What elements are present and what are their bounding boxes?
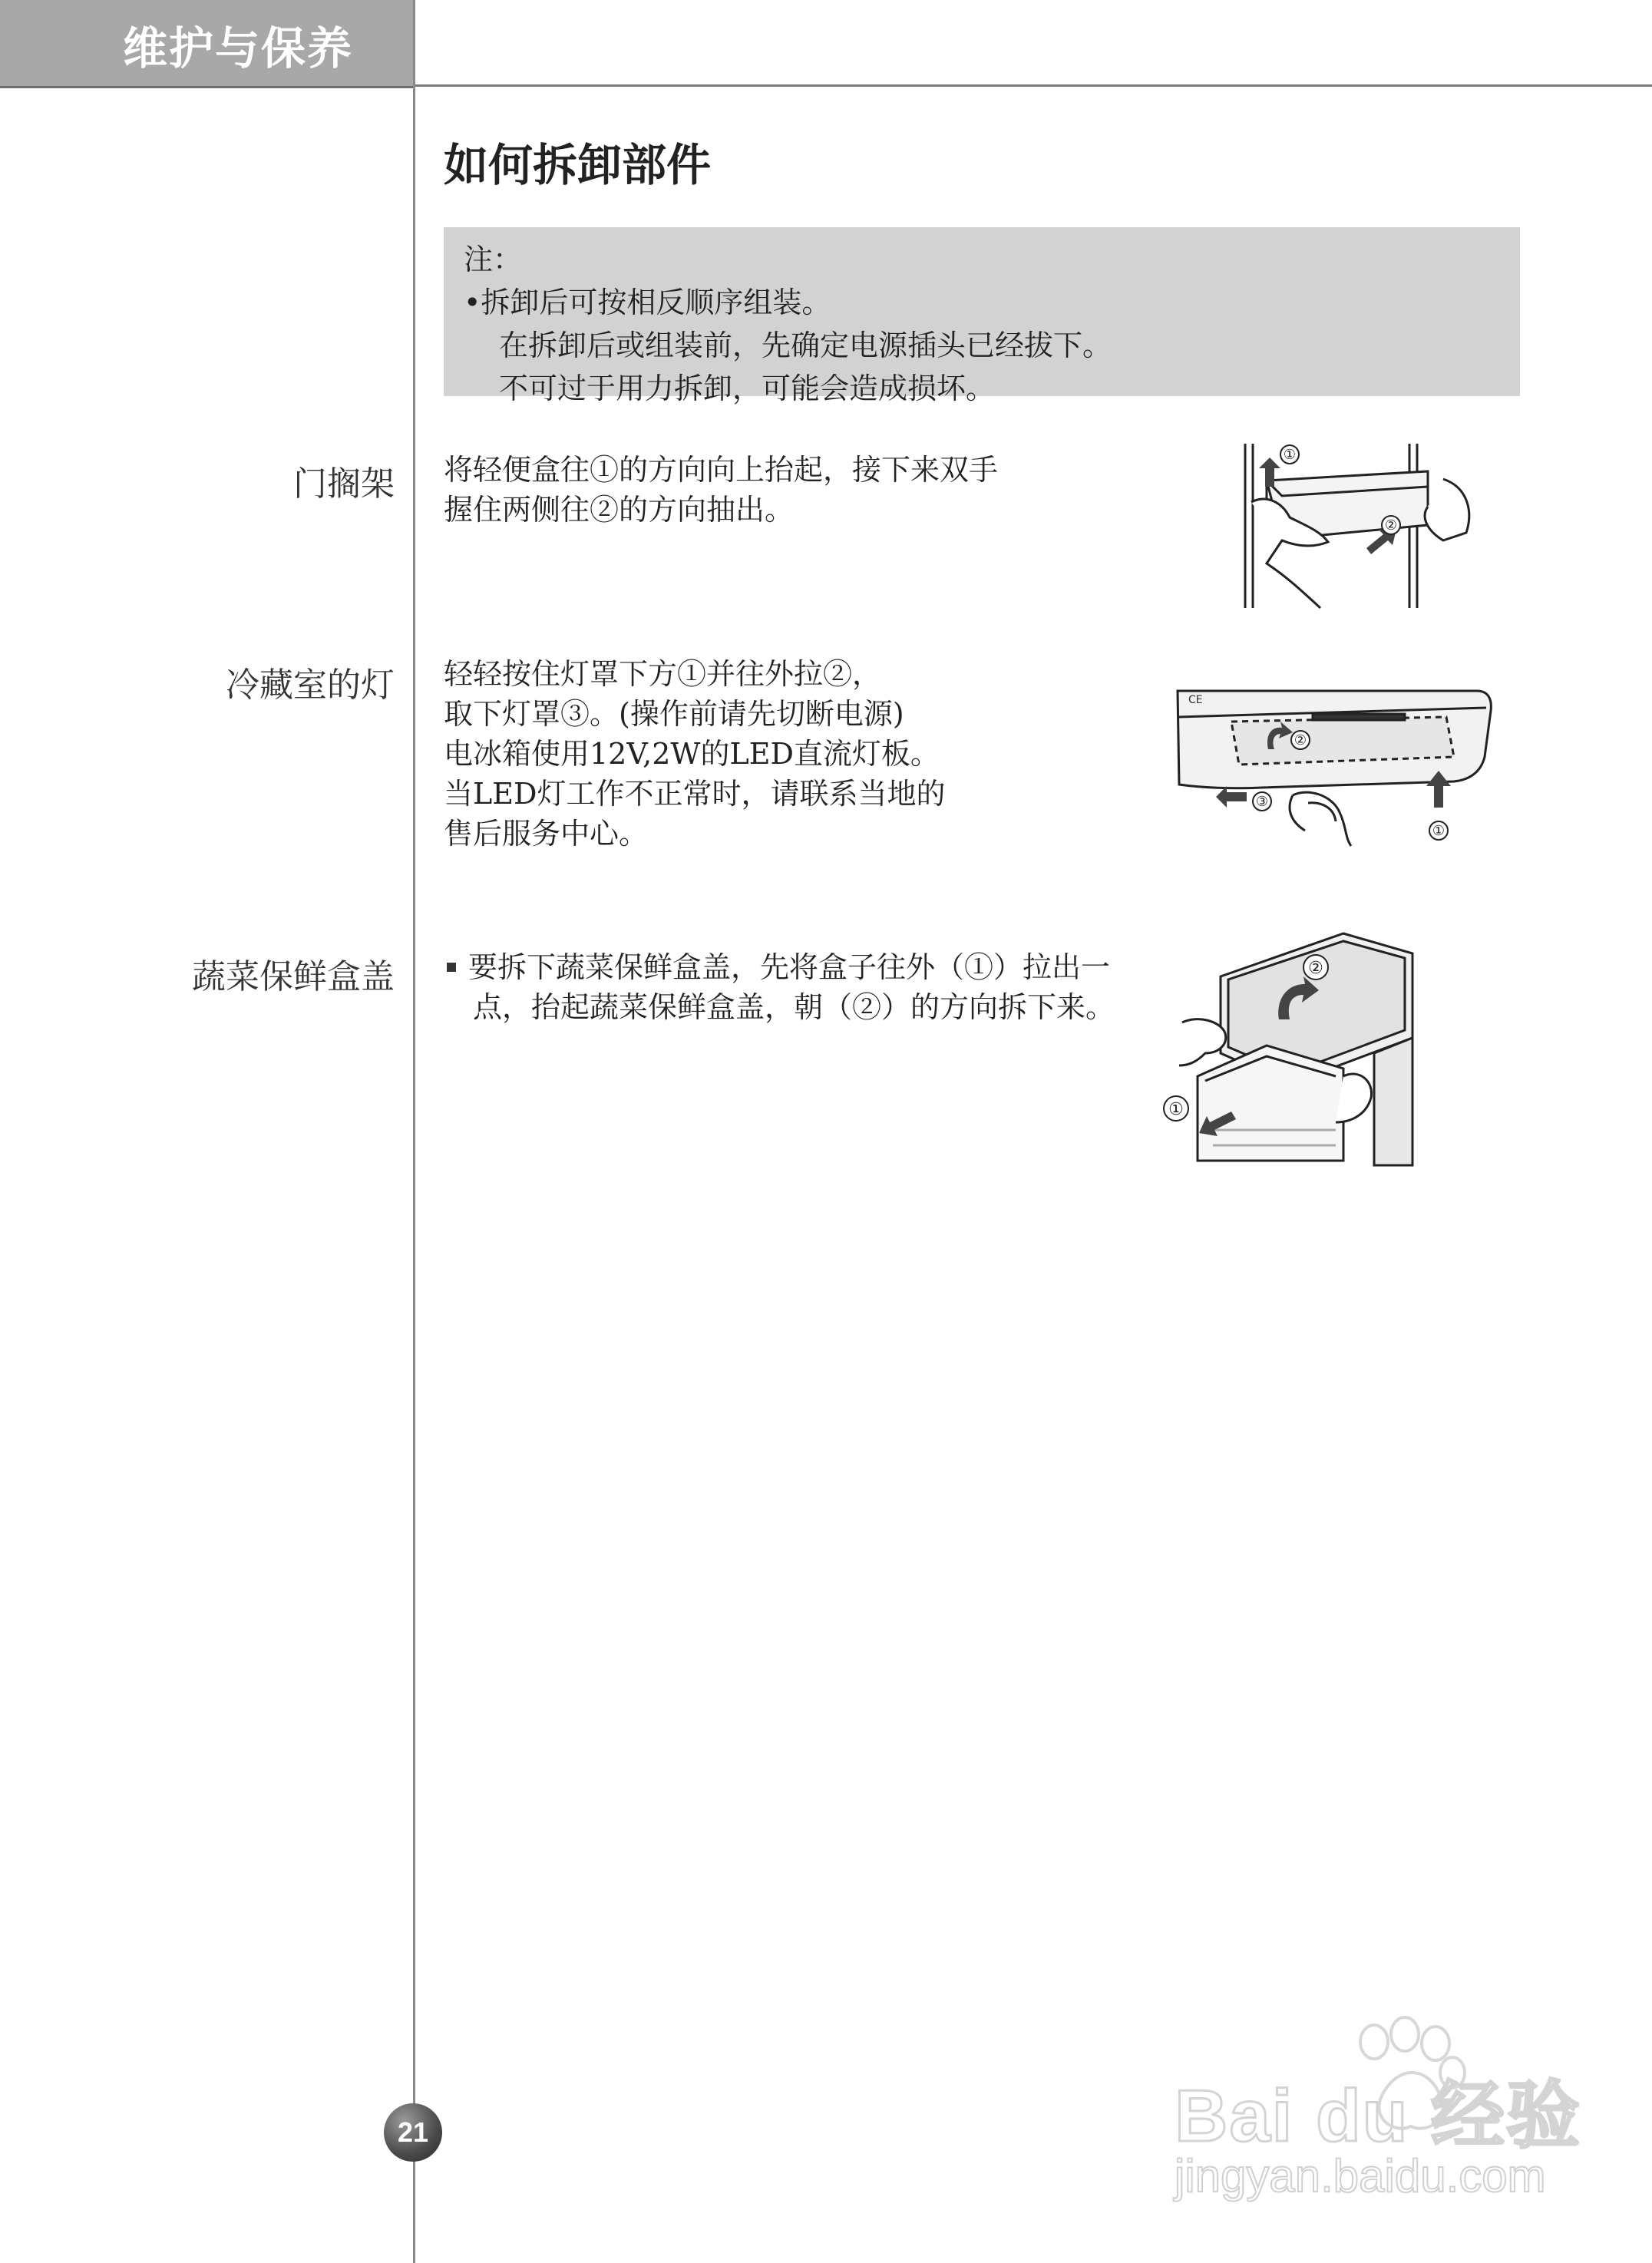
text-line: 轻轻按住灯罩下方①并往外拉②， [444,657,882,691]
header-section-tab [0,0,413,88]
margin-rule [413,0,415,2263]
svg-text:①: ① [1168,1100,1184,1119]
crisper-cover-figure [1151,930,1417,1170]
note-heading: 注： [464,243,523,276]
marker-label [1429,821,1448,840]
section-text-door-shelf [444,450,998,530]
page-number: 21 [384,2103,442,2162]
watermark-url: jingyan.baidu.com [1175,2150,1546,2202]
svg-text:②: ② [1384,517,1398,534]
note-line: •拆卸后可按相反顺序组装。 [464,286,831,319]
marker-label [1291,731,1310,749]
door-shelf-figure [1236,441,1474,611]
page-title: 如何拆卸部件 [444,139,712,191]
marker-label [1253,792,1271,811]
text-line: 将轻便盒往①的方向向上抬起，接下来双手 [444,453,999,487]
note-line: 不可过于用力拆卸，可能会造成损坏。 [499,372,996,405]
text-line: 当LED灯工作不正常时，请联系当地的 [444,777,946,811]
header-section-title: 维护与保养 [123,22,354,74]
svg-text:①: ① [1283,447,1297,463]
svg-text:②: ② [1308,959,1323,978]
text-line: 要拆下蔬菜保鲜盒盖，先将盒子往外（①）拉出一 [468,950,1111,984]
fridge-light-figure [1170,672,1495,849]
text-line: 点，抬起蔬菜保鲜盒盖，朝（②）的方向拆下来。 [473,990,1115,1024]
marker-label [1303,955,1328,980]
marker-label [1280,445,1299,464]
section-text-crisper-cover [447,947,1115,1027]
text-line: 售后服务中心。 [444,817,649,851]
section-label-fridge-light: 冷藏室的灯 [226,666,395,705]
svg-text:③: ③ [1255,794,1269,810]
svg-text:①: ① [1432,823,1446,839]
text-line: 取下灯罩③。(操作前请先切断电源) [444,697,904,731]
watermark-brand: Bai du 经验 [1175,2075,1582,2157]
section-label-door-shelf: 门搁架 [293,464,395,504]
section-label-crisper-cover: 蔬菜保鲜盒盖 [192,957,395,996]
marker-label [1164,1096,1188,1121]
marker-label [1382,516,1400,534]
header-rule [413,84,1652,87]
section-text-fridge-light [444,654,945,854]
note-box [444,227,1520,405]
bullet-square [447,963,456,972]
text-line: 握住两侧往②的方向抽出。 [444,493,795,527]
svg-text:CE: CE [1188,694,1203,706]
svg-text:②: ② [1294,732,1307,748]
note-line: 在拆卸后或组装前，先确定电源插头已经拔下。 [499,329,1112,362]
text-line: 电冰箱使用12V,2W的LED直流灯板。 [444,737,940,771]
